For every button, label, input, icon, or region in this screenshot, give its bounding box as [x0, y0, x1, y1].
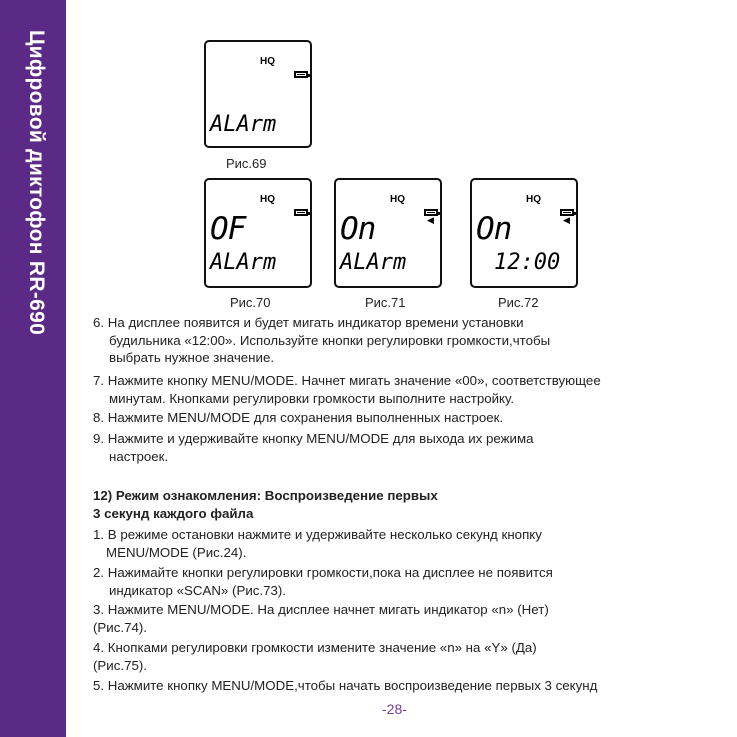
- section-heading: [93, 487, 438, 522]
- step-line: 7. Нажмите кнопку MENU/MODE. Начнет мигать значение «00», соответствующее: [93, 373, 601, 388]
- battery-icon: [294, 209, 308, 216]
- figure-caption-70: Рис.70: [230, 295, 271, 310]
- step-6: [93, 314, 550, 367]
- step-line: 4. Кнопками регулировки громкости измените значение «n» на «Y» (Да): [93, 640, 537, 655]
- step-line: 3. Нажмите MENU/MODE. На дисплее начнет мигать индикатор «n» (Нет): [93, 602, 549, 617]
- hq-indicator: HQ: [260, 56, 275, 67]
- step-line: выбрать нужное значение.: [109, 350, 275, 365]
- alarm-bell-icon: ◀: [427, 215, 434, 225]
- lcd-line2: ALArm: [210, 112, 277, 137]
- mode-step-4: [93, 639, 537, 674]
- alarm-bell-icon: ◀: [563, 215, 570, 225]
- step-line: минутам. Кнопками регулировки громкости выполните настройку.: [109, 390, 515, 406]
- step-7: [93, 372, 601, 407]
- figure-caption-69: Рис.69: [226, 156, 267, 171]
- hq-indicator: HQ: [390, 194, 405, 205]
- lcd-figure-69: [204, 40, 312, 148]
- step-line: будильника «12:00». Используйте кнопки регулировки громкости,чтобы: [109, 332, 551, 348]
- step-line: MENU/MODE (Рис.24).: [106, 544, 247, 560]
- step-line: 9. Нажмите и удерживайте кнопку MENU/MODE для выхода их режима: [93, 431, 534, 446]
- step-line: 2. Нажимайте кнопки регулировки громкости,пока на дисплее не появится: [93, 565, 553, 580]
- lcd-figure-70: [204, 178, 312, 288]
- step-line: 8. Нажмите MENU/MODE для сохранения выполненных настроек.: [93, 410, 504, 425]
- mode-step-2: [93, 564, 553, 599]
- sidebar-title: Цифровой диктофон RR-690: [25, 30, 48, 336]
- lcd-main-value: On: [476, 211, 512, 247]
- hq-indicator: HQ: [526, 194, 541, 205]
- step-line: 5. Нажмите кнопку MENU/MODE,чтобы начать воспроизведение первых 3 секунд: [93, 678, 598, 693]
- lcd-line2: ALArm: [340, 250, 407, 275]
- lcd-figure-72: [470, 178, 578, 288]
- step-line: (Рис.75).: [93, 657, 147, 673]
- lcd-figure-71: [334, 178, 442, 288]
- step-line: (Рис.74).: [93, 619, 147, 635]
- lcd-line2: 12:00: [494, 250, 561, 275]
- mode-step-5: [93, 677, 597, 695]
- heading-line: 12) Режим ознакомления: Воспроизведение первых: [93, 488, 438, 503]
- page-number: -28-: [382, 701, 407, 717]
- sidebar-band: [0, 0, 66, 737]
- lcd-main-value: On: [340, 211, 376, 247]
- heading-line: 3 секунд каждого файла: [93, 505, 254, 521]
- step-line: 1. В режиме остановки нажмите и удерживайте несколько секунд кнопку: [93, 527, 542, 542]
- mode-step-1: [93, 526, 542, 561]
- step-line: настроек.: [109, 448, 169, 464]
- step-8: [93, 409, 503, 427]
- step-line: 6. На дисплее появится и будет мигать индикатор времени установки: [93, 315, 524, 330]
- figure-caption-72: Рис.72: [498, 295, 539, 310]
- battery-icon: [294, 71, 308, 78]
- lcd-line2: ALArm: [210, 250, 277, 275]
- step-line: индикатор «SCAN» (Рис.73).: [109, 582, 287, 598]
- hq-indicator: HQ: [260, 194, 275, 205]
- mode-step-3: [93, 601, 549, 636]
- figure-caption-71: Рис.71: [365, 295, 406, 310]
- step-9: [93, 430, 534, 465]
- lcd-main-value: OF: [210, 211, 246, 247]
